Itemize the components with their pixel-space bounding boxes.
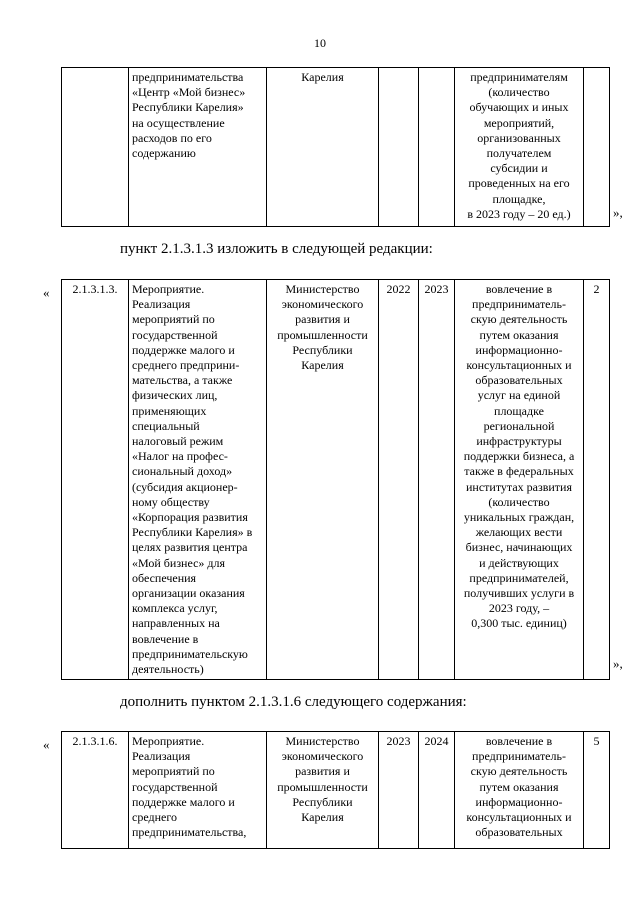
program-table-continuation [61,67,610,227]
table-row [62,732,610,849]
cell-result: вовлечение в предприниматель- скую деятельность путем оказания информационно- консультационных и образовательных [455,732,584,849]
cell-number: 2.1.3.1.3. [62,280,129,680]
cell-year-end [419,68,455,227]
cell-executor: Карелия [267,68,379,227]
closing-quote-mark: », [613,205,623,220]
program-table-item-2-1-3-1-6 [61,731,610,849]
cell-year-start: 2023 [379,732,419,849]
cell-year-start: 2022 [379,280,419,680]
program-table-item-2-1-3-1-3 [61,279,610,680]
opening-quote-mark: « [43,285,50,300]
closing-quote-mark: », [613,656,623,671]
table-row [62,280,610,680]
cell-number [62,68,129,227]
cell-number: 2.1.3.1.6. [62,732,129,849]
page-number: 10 [314,36,326,50]
cell-link: 2 [584,280,610,680]
cell-measure: предпринимательства «Центр «Мой бизнес» Республики Карелия» на осуществление расходов по его содержанию [129,68,267,227]
cell-year-start [379,68,419,227]
cell-executor: Министерство экономического развития и промышленности Республики Карелия [267,280,379,680]
cell-link: 5 [584,732,610,849]
cell-executor: Министерство экономического развития и промышленности Республики Карелия [267,732,379,849]
opening-quote-mark: « [43,737,50,752]
cell-year-end: 2024 [419,732,455,849]
table-row [62,68,610,227]
cell-link [584,68,610,227]
instruction-text: пункт 2.1.3.1.3 изложить в следующей редакции: [120,241,433,257]
cell-result: предпринимателям (количество обучающих и иных мероприятий, организованных получателем субсидии и проведенных на его площадке, в 2023 году – 20 ед.) [455,68,584,227]
cell-year-end: 2023 [419,280,455,680]
cell-result: вовлечение в предприниматель- скую деятельность путем оказания информационно- консультационных и образовательных услуг на единой площадке региональной инфраструктуры поддержки бизнеса, а также в федеральных институтах развития (количество уникальных граждан, желающих вести бизнес, начинающих и действующих предпринимателей, получивших услуги в 2023 году, – 0,300 тыс. единиц) [455,280,584,680]
cell-measure: Мероприятие. Реализация мероприятий по государственной поддержке малого и среднего предприни- мательства, а также физических лиц, применяющих специальный налоговый режим «Налог на профес- сиональный доход» (субсидия акционер- ному обществу «Корпорация развития Республики Карелия» в целях развития центра «Мой бизнес» для обеспечения организации оказания комплекса услуг, направленных на вовлечение в предпринимательскую деятельность) [129,280,267,680]
instruction-text: дополнить пунктом 2.1.3.1.6 следующего содержания: [120,694,467,710]
cell-measure: Мероприятие. Реализация мероприятий по государственной поддержке малого и среднего предпринимательства, [129,732,267,849]
